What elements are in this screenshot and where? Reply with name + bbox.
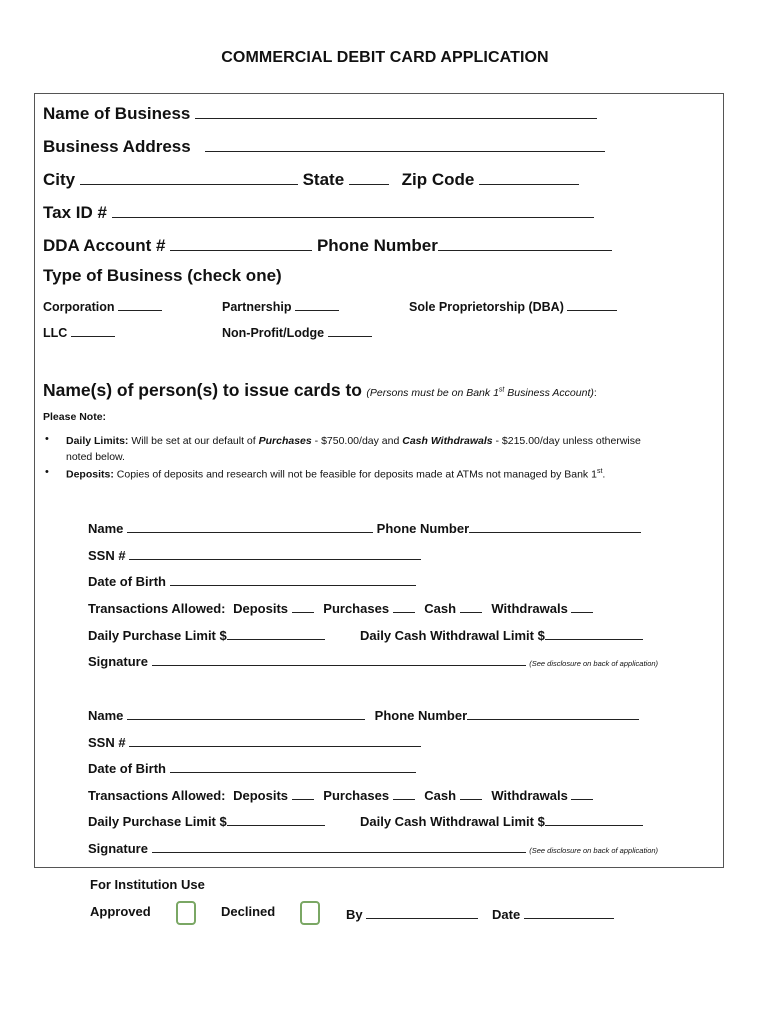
card2-cash-limit-label: Daily Cash Withdrawal Limit $ [360,814,545,829]
card1-cash-limit-row [360,625,643,643]
persons-heading-note [366,387,593,399]
card2-ssn-input[interactable] [129,732,421,747]
city-state-zip-row [43,167,579,190]
type-corporation [43,299,162,314]
city-label: City [43,170,76,189]
date-row [492,904,614,922]
card1-purchases-input[interactable] [393,598,415,613]
business-name-row [43,101,597,124]
business-address-label: Business Address [43,137,191,156]
persons-heading-text: Name(s) of person(s) to issue cards to [43,380,362,400]
state-label: State [302,170,345,189]
card2-disclosure: (See disclosure on back of application) [529,846,659,855]
card1-name-row [88,518,641,536]
card1-deposits-input[interactable] [292,598,314,613]
card1-phone-input[interactable] [469,518,641,533]
persons-heading [43,380,597,401]
persons-note-sup: st [498,386,505,394]
card1-purchase-limit-label: Daily Purchase Limit $ [88,628,227,643]
card1-ssn-input[interactable] [129,545,421,560]
limits-text-1: Will be set at our default of [131,435,256,447]
card1-cash-limit-input[interactable] [545,625,643,640]
card1-signature-input[interactable] [152,651,526,666]
type-sole-input[interactable] [567,299,617,311]
business-address-input[interactable] [205,134,605,152]
by-label: By [346,907,363,922]
deposits-end: . [602,468,606,481]
card2-signature-input[interactable] [152,838,526,853]
business-name-input[interactable] [195,101,597,119]
card2-transactions-row [88,785,593,803]
card1-disclosure: (See disclosure on back of application) [529,659,659,668]
card2-purchase-limit-label: Daily Purchase Limit $ [88,814,227,829]
card2-withdrawals-label: Withdrawals [491,788,568,803]
type-sole [409,299,617,314]
card1-dob-label: Date of Birth [88,574,166,589]
card1-cash-limit-label: Daily Cash Withdrawal Limit $ [360,628,545,643]
deposits-label: Deposits: [66,468,114,481]
card1-signature-row [88,651,658,669]
card2-ssn-row [88,732,421,750]
zip-label: Zip Code [401,170,475,189]
card2-purchase-limit-input[interactable] [227,811,325,826]
dda-label: DDA Account # [43,236,166,255]
type-partnership-input[interactable] [295,299,339,311]
approved-label: Approved [90,904,151,919]
card2-name-label: Name [88,708,124,723]
date-label: Date [492,907,521,922]
type-corporation-input[interactable] [118,299,162,311]
limits-purchases: Purchases [258,435,312,447]
persons-heading-colon: : [593,387,597,399]
type-llc-input[interactable] [71,325,115,337]
card1-phone-label: Phone Number [376,521,470,536]
taxid-input[interactable] [112,200,594,218]
card1-transactions-row [88,598,593,616]
zip-input[interactable] [479,167,579,185]
card2-purchases-input[interactable] [393,785,415,800]
limits-cash: Cash Withdrawals [402,435,493,447]
card2-phone-input[interactable] [467,705,639,720]
dda-input[interactable] [170,233,312,251]
card1-purchase-limit-row [88,625,325,643]
declined-label: Declined [221,904,276,919]
by-row [346,904,478,922]
card2-signature-row [88,838,658,856]
type-corporation-label: Corporation [43,300,115,314]
card2-cash-input[interactable] [460,785,482,800]
deposits-text: Copies of deposits and research will not be feasible for deposits made at ATMs not managed by Bank 1 [116,468,597,481]
deposits-sup: st [596,468,603,475]
type-nonprofit-input[interactable] [328,325,372,337]
note-daily-limits [66,435,641,447]
taxid-row [43,200,594,223]
approved-checkbox[interactable] [176,901,196,925]
card1-cash-input[interactable] [460,598,482,613]
type-nonprofit [222,325,372,340]
note-daily-limits-cont: noted below. [66,451,125,463]
phone-input[interactable] [438,233,612,251]
limits-text-2: - $750.00/day and [314,435,400,447]
card1-signature-label: Signature [88,654,148,669]
card2-deposits-label: Deposits [233,788,289,803]
card2-name-row [88,705,639,723]
card2-deposits-input[interactable] [292,785,314,800]
declined-checkbox[interactable] [300,901,320,925]
card2-cash-limit-input[interactable] [545,811,643,826]
card2-purchases-label: Purchases [323,788,390,803]
card2-purchase-limit-row [88,811,325,829]
card2-phone-label: Phone Number [374,708,468,723]
type-sole-label: Sole Proprietorship (DBA) [409,300,564,314]
card2-ssn-label: SSN # [88,735,126,750]
by-input[interactable] [366,904,478,919]
dda-phone-row [43,233,612,256]
city-input[interactable] [80,167,298,185]
bullet-icon: • [45,466,49,478]
institution-heading: For Institution Use [90,877,205,892]
page-title: COMMERCIAL DEBIT CARD APPLICATION [221,49,549,66]
state-input[interactable] [349,167,389,185]
card1-ssn-label: SSN # [88,548,126,563]
card1-transactions-label: Transactions Allowed: [88,601,226,616]
business-address-row [43,134,605,157]
card1-purchase-limit-input[interactable] [227,625,325,640]
card1-withdrawals-input[interactable] [571,598,593,613]
taxid-label: Tax ID # [43,203,107,222]
persons-note-post: Business Account) [504,387,594,399]
card2-cash-limit-row [360,811,643,829]
card2-dob-row [88,758,416,776]
card2-signature-label: Signature [88,841,148,856]
limits-text-3: - $215.00/day unless otherwise [495,435,641,447]
card1-deposits-label: Deposits [233,601,289,616]
type-llc [43,325,115,340]
business-name-label: Name of Business [43,104,191,123]
card2-cash-label: Cash [424,788,457,803]
card1-name-label: Name [88,521,124,536]
bullet-icon: • [45,433,49,445]
card1-purchases-label: Purchases [323,601,390,616]
note-deposits [66,468,605,481]
type-nonprofit-label: Non-Profit/Lodge [222,326,325,340]
card1-name-input[interactable] [127,518,373,533]
please-note: Please Note: [43,411,107,423]
limits-label: Daily Limits: [66,435,129,447]
phone-label: Phone Number [316,236,438,255]
card2-name-input[interactable] [127,705,365,720]
business-type-heading: Type of Business (check one) [43,266,282,285]
type-partnership [222,299,339,314]
persons-note-pre: (Persons must be on Bank 1 [366,387,499,399]
date-input[interactable] [524,904,614,919]
card2-withdrawals-input[interactable] [571,785,593,800]
card1-dob-input[interactable] [170,571,416,586]
card1-cash-label: Cash [424,601,457,616]
type-llc-label: LLC [43,326,68,340]
card2-transactions-label: Transactions Allowed: [88,788,226,803]
card1-withdrawals-label: Withdrawals [491,601,568,616]
card2-dob-label: Date of Birth [88,761,166,776]
card1-ssn-row [88,545,421,563]
card2-dob-input[interactable] [170,758,416,773]
card1-dob-row [88,571,416,589]
type-partnership-label: Partnership [222,300,292,314]
